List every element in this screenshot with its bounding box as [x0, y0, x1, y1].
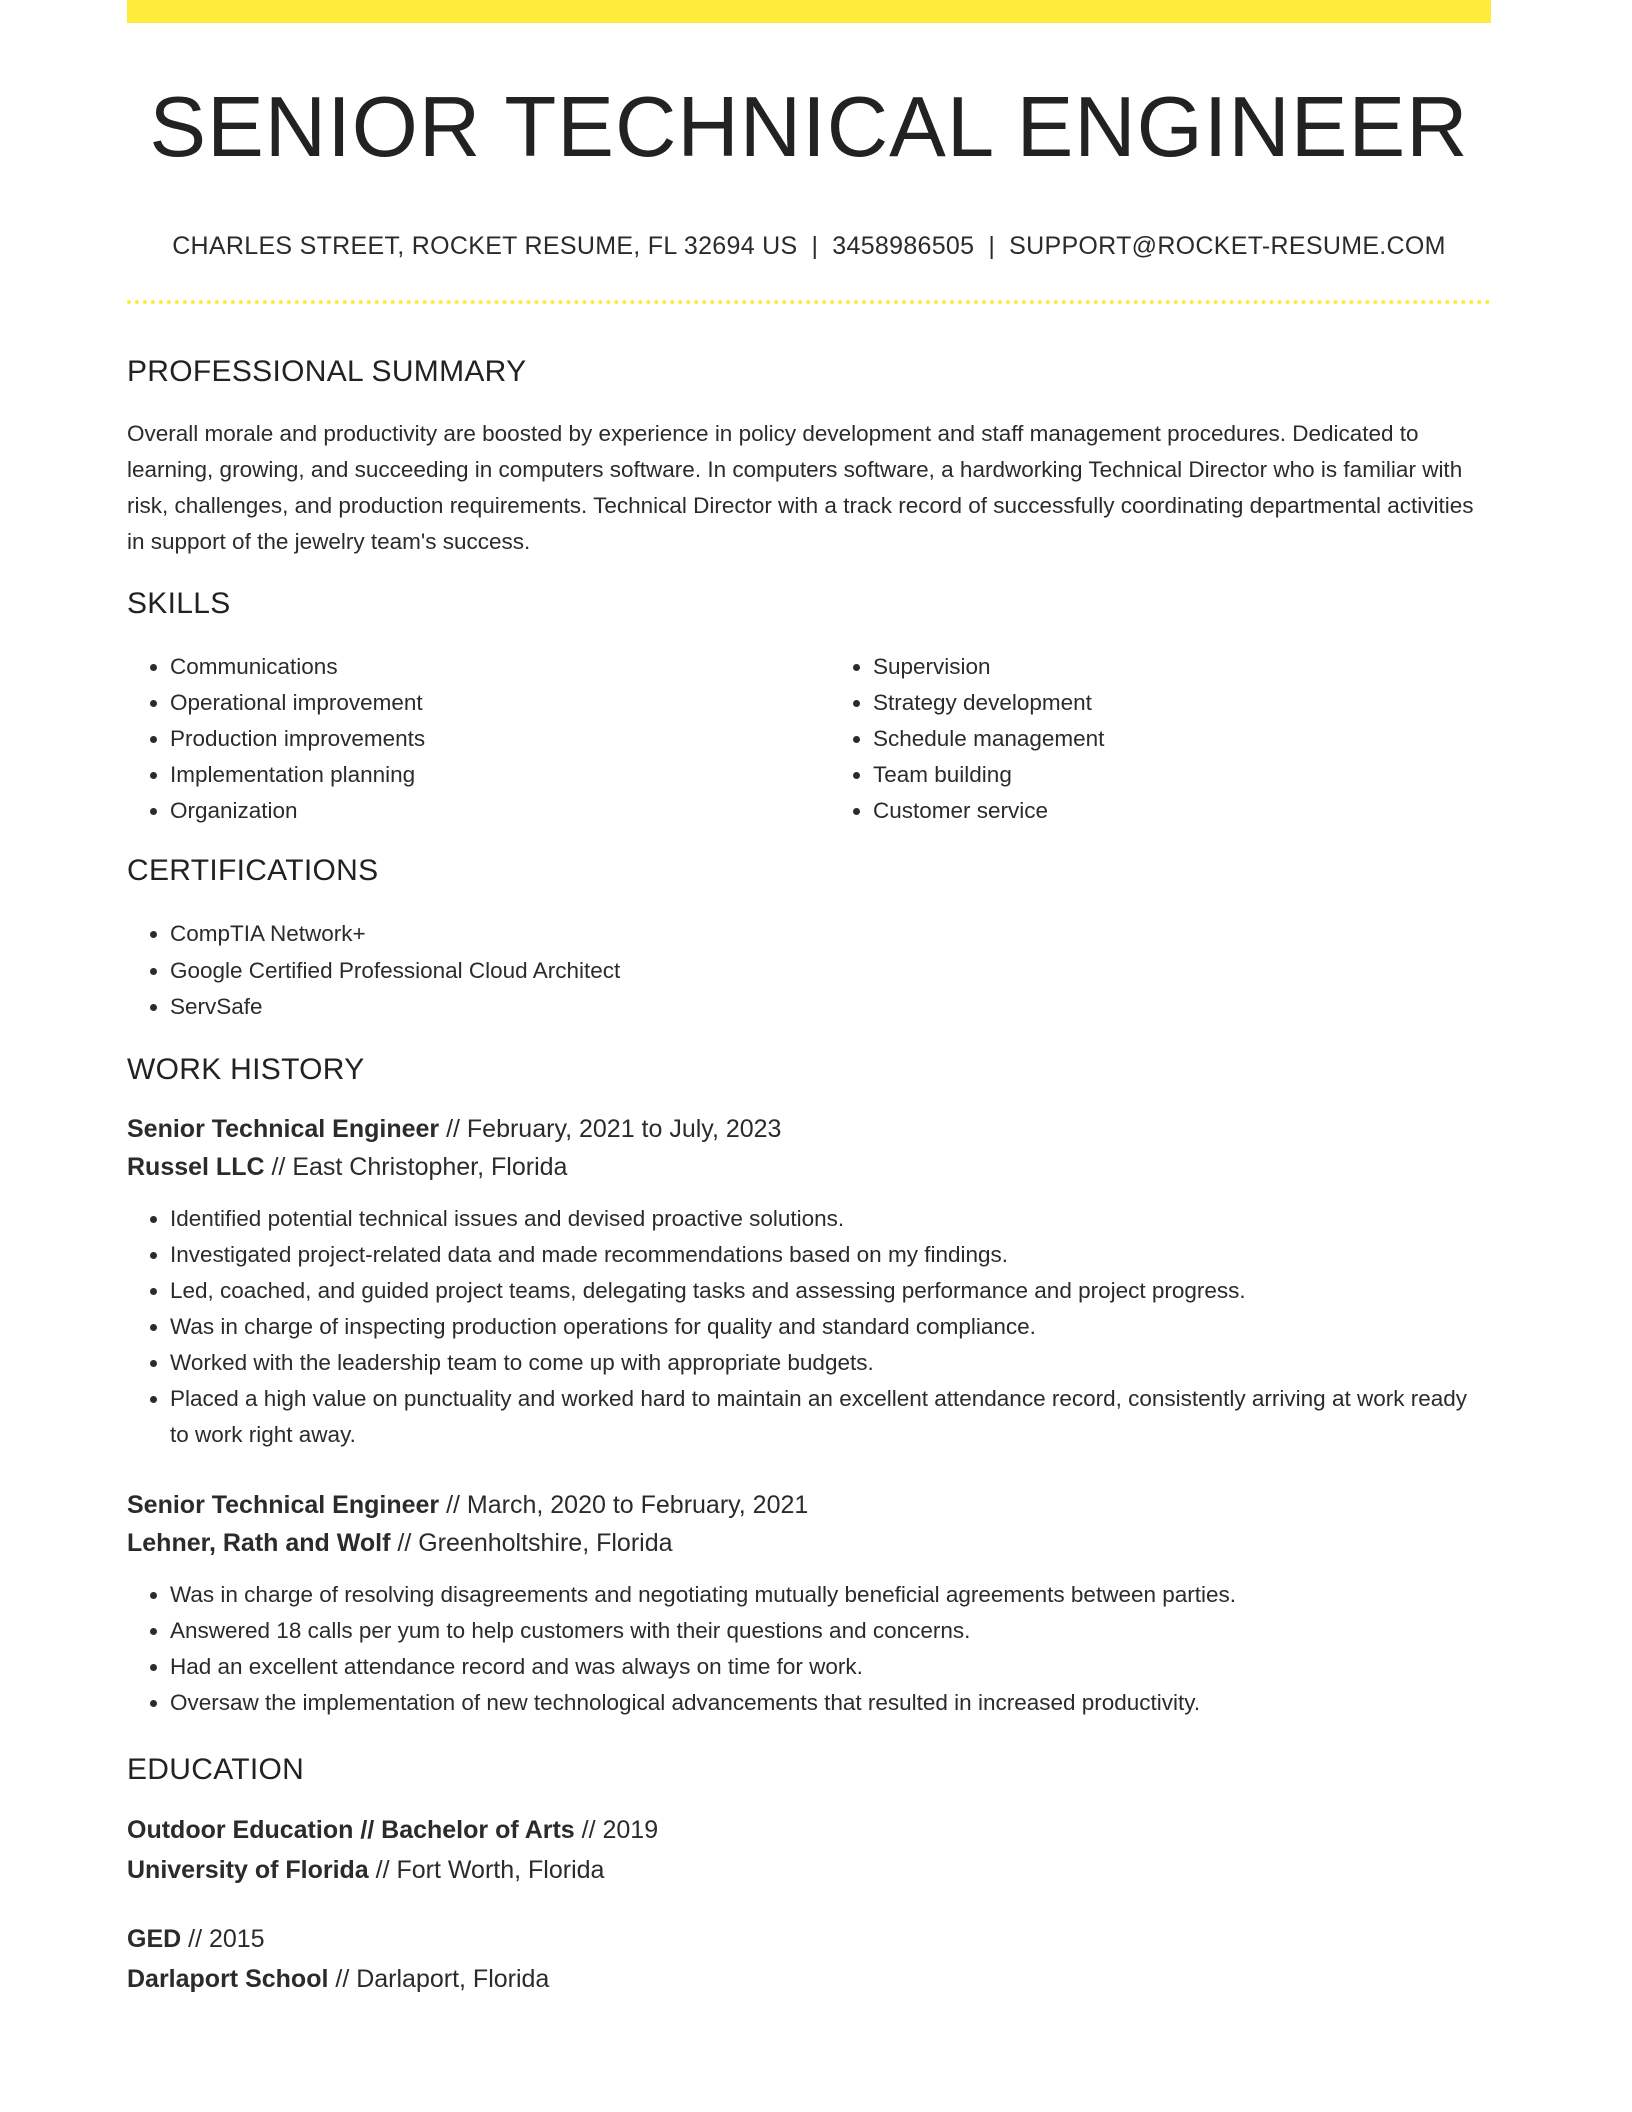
- job-location: // Greenholtshire, Florida: [390, 1529, 673, 1557]
- list-item: • Identified potential technical issues and devised proactive solutions.: [170, 1201, 1491, 1237]
- education-degree-line: [127, 1810, 1491, 1850]
- job-dates: // March, 2020 to February, 2021: [439, 1491, 809, 1519]
- job-location: // East Christopher, Florida: [264, 1153, 568, 1181]
- education-school-line: [127, 1959, 1491, 1999]
- list-item: • Supervision: [873, 649, 1491, 685]
- list-item: • Schedule management: [873, 721, 1491, 757]
- resume-page: [127, 0, 1491, 304]
- education-location: // Fort Worth, Florida: [368, 1856, 605, 1884]
- list-item: • CompTIA Network+: [170, 916, 1491, 952]
- resume-title: SENIOR TECHNICAL ENGINEER: [149, 80, 1469, 175]
- certifications-list: [127, 916, 1491, 1025]
- list-item: • ServSafe: [170, 989, 1491, 1025]
- skills-list-right: [830, 649, 1491, 829]
- contact-separator: |: [988, 232, 996, 260]
- section-heading-skills: SKILLS: [127, 587, 231, 620]
- list-item: • Led, coached, and guided project teams, delegating tasks and assessing performance and project progress.: [170, 1273, 1491, 1309]
- email: SUPPORT@ROCKET-RESUME.COM: [1009, 232, 1446, 260]
- list-item: • Organization: [170, 793, 788, 829]
- section-heading-summary: PROFESSIONAL SUMMARY: [127, 355, 527, 388]
- job-company: Russel LLC: [127, 1153, 265, 1181]
- accent-bar: [127, 0, 1491, 23]
- education-year: // 2019: [574, 1816, 659, 1844]
- list-item: • Worked with the leadership team to come up with appropriate budgets.: [170, 1345, 1491, 1381]
- job-entry: [127, 1110, 1491, 1453]
- education-degree: Outdoor Education // Bachelor of Arts: [127, 1816, 575, 1844]
- list-item: • Operational improvement: [170, 685, 788, 721]
- job-company-line: [127, 1148, 1491, 1186]
- education-section: [127, 1755, 1491, 1999]
- education-school-line: [127, 1850, 1491, 1890]
- section-heading-certifications: CERTIFICATIONS: [127, 854, 379, 887]
- list-item: • Communications: [170, 649, 788, 685]
- list-item: • Had an excellent attendance record and was always on time for work.: [170, 1649, 1491, 1685]
- education-school: Darlaport School: [127, 1965, 329, 1993]
- list-item: • Production improvements: [170, 721, 788, 757]
- contact-line: [127, 232, 1491, 261]
- job-entry: [127, 1486, 1491, 1721]
- contact-separator: |: [811, 232, 819, 260]
- education-degree-line: [127, 1919, 1491, 1959]
- skills-list-left: [127, 649, 788, 829]
- list-item: • Oversaw the implementation of new technological advancements that resulted in increased productivity.: [170, 1685, 1491, 1721]
- job-title: Senior Technical Engineer: [127, 1491, 440, 1519]
- list-item: • Was in charge of resolving disagreements and negotiating mutually beneficial agreements between parties.: [170, 1577, 1491, 1613]
- list-item: • Strategy development: [873, 685, 1491, 721]
- list-item: • Customer service: [873, 793, 1491, 829]
- list-item: • Investigated project-related data and made recommendations based on my findings.: [170, 1237, 1491, 1273]
- job-title-line: [127, 1486, 1491, 1524]
- job-company-line: [127, 1524, 1491, 1562]
- education-location: // Darlaport, Florida: [328, 1965, 550, 1993]
- list-item: • Placed a high value on punctuality and worked hard to maintain an excellent attendance record, consistently arriving at work ready to work right away.: [170, 1381, 1491, 1453]
- list-item: • Google Certified Professional Cloud Architect: [170, 953, 1491, 989]
- education-year: // 2015: [181, 1925, 265, 1953]
- certifications-section: [127, 856, 1491, 1025]
- education-degree: GED: [127, 1925, 182, 1953]
- job-company: Lehner, Rath and Wolf: [127, 1529, 391, 1557]
- list-item: • Was in charge of inspecting production operations for quality and standard compliance.: [170, 1309, 1491, 1345]
- address: CHARLES STREET, ROCKET RESUME, FL 32694 US: [172, 232, 798, 260]
- list-item: • Team building: [873, 757, 1491, 793]
- work-history-section: [127, 1055, 1491, 1453]
- education-entry: [127, 1919, 1491, 1999]
- job-title-line: [127, 1110, 1491, 1148]
- skills-columns: [127, 649, 1491, 829]
- job-bullets: [127, 1201, 1491, 1453]
- list-item: • Implementation planning: [170, 757, 788, 793]
- list-item: • Answered 18 calls per yum to help customers with their questions and concerns.: [170, 1613, 1491, 1649]
- summary-text: Overall morale and productivity are boosted by experience in policy development and staff management procedures. Dedicated to learning, growing, and succeeding in computers software. In computers software, a hardworking Technical Director who is familiar with risk, challenges, and production requirements. Technical Director with a track record of successfully coordinating departmental activities in support of the jewelry team's success.: [127, 421, 1474, 554]
- job-title: Senior Technical Engineer: [127, 1115, 440, 1143]
- skills-section: [127, 589, 1491, 829]
- section-heading-work: WORK HISTORY: [127, 1053, 365, 1086]
- job-dates: // February, 2021 to July, 2023: [439, 1115, 782, 1143]
- education-school: University of Florida: [127, 1856, 369, 1884]
- phone: 3458986505: [832, 232, 975, 260]
- education-entry: [127, 1810, 1491, 1890]
- section-heading-education: EDUCATION: [127, 1753, 305, 1786]
- summary-section: [127, 357, 1491, 560]
- job-bullets: [127, 1577, 1491, 1721]
- dotted-divider: [127, 300, 1491, 304]
